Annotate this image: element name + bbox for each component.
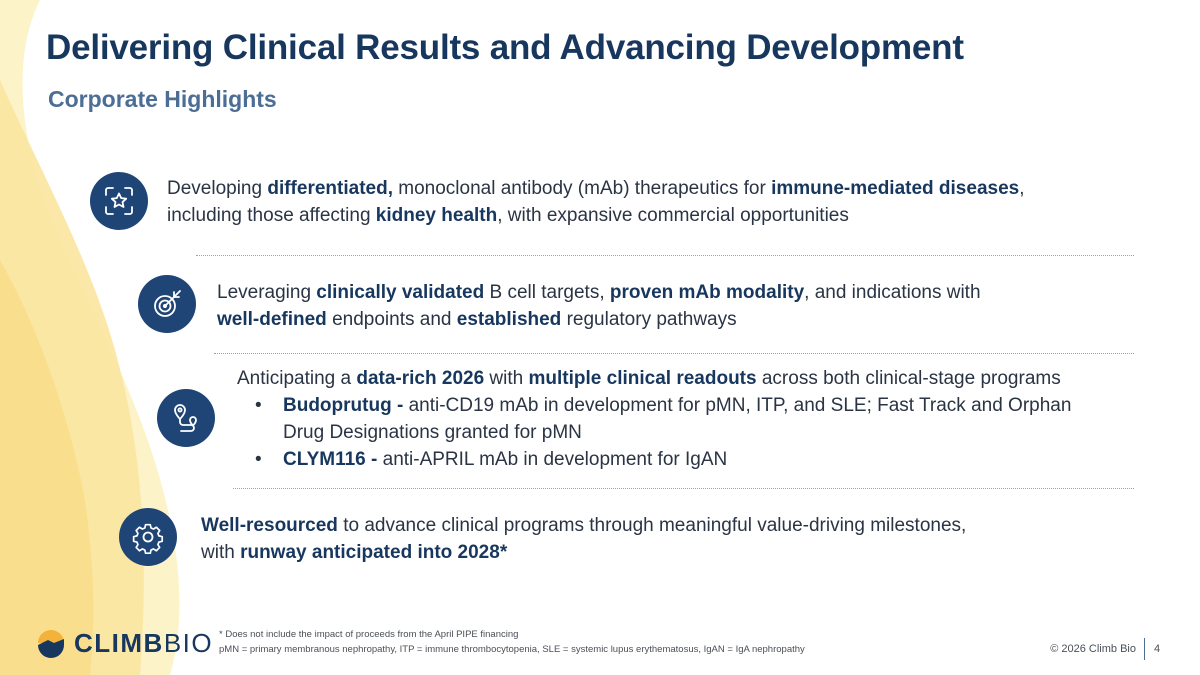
logo-mark-icon (36, 628, 66, 658)
emphasis: Well-resourced (201, 515, 338, 536)
footnote-1: * Does not include the impact of proceeds from the April PIPE financing (219, 629, 519, 640)
divider-3 (233, 488, 1134, 489)
emphasis: kidney health (375, 205, 498, 226)
page-number-separator (1144, 638, 1145, 660)
logo-wordmark (74, 630, 213, 656)
emphasis: clinically validated (316, 282, 485, 303)
roadmap-pin-icon (157, 389, 215, 447)
logo-word-bio: BIO (163, 628, 214, 658)
gear-icon (119, 508, 177, 566)
emphasis: proven mAb modality (609, 282, 805, 303)
emphasis: multiple clinical readouts (528, 368, 757, 389)
bullet-clym116-line-1: • CLYM116 - anti-APRIL mAb in development for IgAN (283, 449, 728, 470)
page-number: 4 (1154, 643, 1161, 655)
divider-2 (214, 353, 1134, 354)
highlight-3-bullets (237, 392, 1071, 473)
highlight-2-line-1: Leveraging clinically validated B cell targets, proven mAb modality, and indications with (217, 282, 981, 303)
emphasis: differentiated, (267, 178, 393, 199)
bullet-budoprutug-line-2: Drug Designations granted for pMN (283, 422, 582, 443)
footnote-2: pMN = primary membranous nephropathy, ITP = immune thrombocytopenia, SLE = systemic lupus erythematosus, IgAN = IgA nephropathy (219, 644, 805, 655)
copyright: © 2026 Climb Bio (1050, 643, 1136, 655)
highlight-1-text (167, 175, 1025, 229)
star-focus-icon (90, 172, 148, 230)
emphasis: runway anticipated into 2028* (240, 542, 508, 563)
logo-word-climb: CLIMB (74, 628, 164, 658)
page-subtitle: Corporate Highlights (48, 86, 277, 112)
highlight-1-line-1: Developing differentiated, monoclonal antibody (mAb) therapeutics for immune-mediated diseases, (167, 178, 1025, 199)
page-title: Delivering Clinical Results and Advancing Development (46, 28, 964, 67)
emphasis: data-rich 2026 (356, 368, 485, 389)
highlight-1-line-2: including those affecting kidney health, with expansive commercial opportunities (167, 205, 849, 226)
emphasis: Budoprutug - (283, 395, 409, 416)
emphasis: immune-mediated diseases (771, 178, 1020, 199)
bullet-budoprutug-line-1: • Budoprutug - anti-CD19 mAb in development for pMN, ITP, and SLE; Fast Track and Orphan (283, 395, 1072, 416)
climb-bio-logo (36, 628, 213, 658)
emphasis: well-defined (217, 309, 327, 330)
emphasis: CLYM116 - (283, 449, 383, 470)
bullet-budoprutug (237, 392, 1071, 446)
highlight-4-text (201, 512, 966, 566)
highlight-4-line-1: Well-resourced to advance clinical programs through meaningful value-driving milestones, (201, 515, 967, 536)
highlight-4-line-2: with runway anticipated into 2028* (201, 542, 508, 563)
target-icon (138, 275, 196, 333)
bullet-clym116 (237, 446, 1071, 473)
highlight-3-text (237, 365, 1071, 473)
emphasis: established (456, 309, 562, 330)
highlight-2-line-2: well-defined endpoints and established regulatory pathways (217, 309, 737, 330)
highlight-2-text (217, 279, 981, 333)
divider-1 (196, 255, 1134, 256)
highlight-3-line-1: Anticipating a data-rich 2026 with multiple clinical readouts across both clinical-stage programs (237, 368, 1061, 389)
